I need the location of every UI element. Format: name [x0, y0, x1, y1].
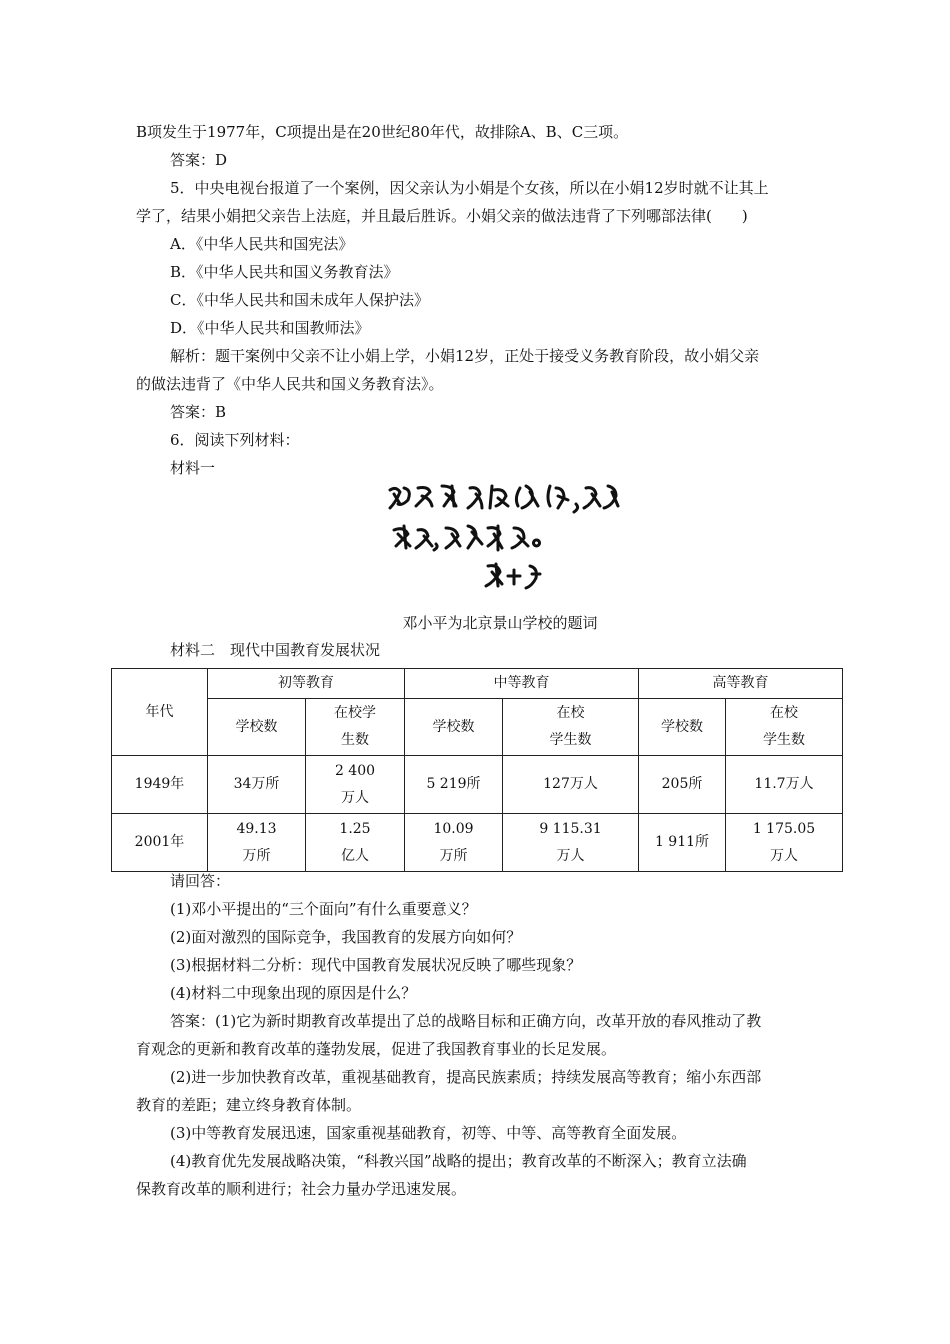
material-2-title: 材料二 现代中国教育发展状况 — [170, 641, 381, 659]
subheader-school-count: 学校数 — [208, 699, 306, 756]
row-year: 2001年 — [112, 814, 208, 872]
subheader-student-count: 在校学 生数 — [306, 699, 405, 756]
table-cell: 1.25 亿人 — [306, 814, 405, 872]
answer-2-cont: 教育的差距；建立终身教育体制。 — [136, 1096, 362, 1114]
answer-4: (4)教育优先发展战略决策，“科教兴国”战略的提出；教育改革的不断深入；教育立法确 — [170, 1152, 747, 1170]
table-cell: 10.09 万所 — [405, 814, 503, 872]
analysis-line: 解析：题干案例中父亲不让小娟上学，小娟12岁，正处于接受义务教育阶段，故小娟父亲 — [170, 347, 760, 365]
analysis-line-cont: 的做法违背了《中华人民共和国义务教育法》。 — [136, 375, 444, 393]
option-d: D．《中华人民共和国教师法》 — [170, 319, 370, 337]
question-5-text: 5．中央电视台报道了一个案例，因父亲认为小娟是个女孩，所以在小娟12岁时就不让其上 — [170, 179, 769, 197]
answer-4-cont: 保教育改革的顺利进行；社会力量办学迅速发展。 — [136, 1180, 467, 1198]
answer-line: 答案：B — [170, 403, 227, 421]
question-6-intro: 6．阅读下列材料： — [170, 431, 300, 449]
table-cell: 2 400 万人 — [306, 756, 405, 814]
table-cell: 34万所 — [208, 756, 306, 814]
question-3: (3)根据材料二分析：现代中国教育发展状况反映了哪些现象？ — [170, 956, 582, 974]
questions-intro: 请回答： — [170, 872, 231, 890]
year-header: 年代 — [112, 669, 208, 756]
question-5-text-cont: 学了，结果小娟把父亲告上法庭，并且最后胜诉。小娟父亲的做法违背了下列哪部法律( ) — [136, 207, 748, 225]
question-1: (1)邓小平提出的“三个面向”有什么重要意义？ — [170, 900, 477, 918]
table-cell: 49.13 万所 — [208, 814, 306, 872]
text-line: B项发生于1977年，C项提出是在20世纪80年代，故排除A、B、C三项。 — [136, 123, 629, 141]
calligraphy-inscription-image — [380, 482, 630, 602]
answer-3: (3)中等教育发展迅速，国家重视基础教育，初等、中等、高等教育全面发展。 — [170, 1124, 687, 1142]
answer-2: (2)进一步加快教育改革，重视基础教育，提高民族素质；持续发展高等教育；缩小东西部 — [170, 1068, 762, 1086]
question-2: (2)面对激烈的国际竞争，我国教育的发展方向如何？ — [170, 928, 522, 946]
table-row — [112, 814, 843, 872]
education-stats-table — [111, 668, 843, 872]
answer-1: 答案：(1)它为新时期教育改革提出了总的战略目标和正确方向，改革开放的春风推动了教 — [170, 1012, 762, 1030]
question-4: (4)材料二中现象出现的原因是什么？ — [170, 984, 417, 1002]
option-b: B．《中华人民共和国义务教育法》 — [170, 263, 399, 281]
answer-1-cont: 育观念的更新和教育改革的蓬勃发展，促进了我国教育事业的长足发展。 — [136, 1040, 617, 1058]
table-cell: 1 175.05 万人 — [726, 814, 843, 872]
calligraphy-caption: 邓小平为北京景山学校的题词 — [402, 614, 598, 632]
subheader-school-count: 学校数 — [405, 699, 503, 756]
table-cell: 11.7万人 — [726, 756, 843, 814]
answer-line: 答案：D — [170, 151, 228, 169]
table-row — [112, 756, 843, 814]
table-cell: 1 911所 — [639, 814, 726, 872]
subheader-student-count: 在校 学生数 — [503, 699, 639, 756]
material-1-label: 材料一 — [170, 459, 216, 477]
group-header-primary: 初等教育 — [208, 669, 405, 699]
group-header-secondary: 中等教育 — [405, 669, 639, 699]
group-header-higher: 高等教育 — [639, 669, 843, 699]
table-cell: 9 115.31 万人 — [503, 814, 639, 872]
row-year: 1949年 — [112, 756, 208, 814]
table-cell: 205所 — [639, 756, 726, 814]
table-cell: 127万人 — [503, 756, 639, 814]
option-c: C．《中华人民共和国未成年人保护法》 — [170, 291, 429, 309]
table-cell: 5 219所 — [405, 756, 503, 814]
option-a: A．《中华人民共和国宪法》 — [170, 235, 354, 253]
subheader-student-count: 在校 学生数 — [726, 699, 843, 756]
subheader-school-count: 学校数 — [639, 699, 726, 756]
